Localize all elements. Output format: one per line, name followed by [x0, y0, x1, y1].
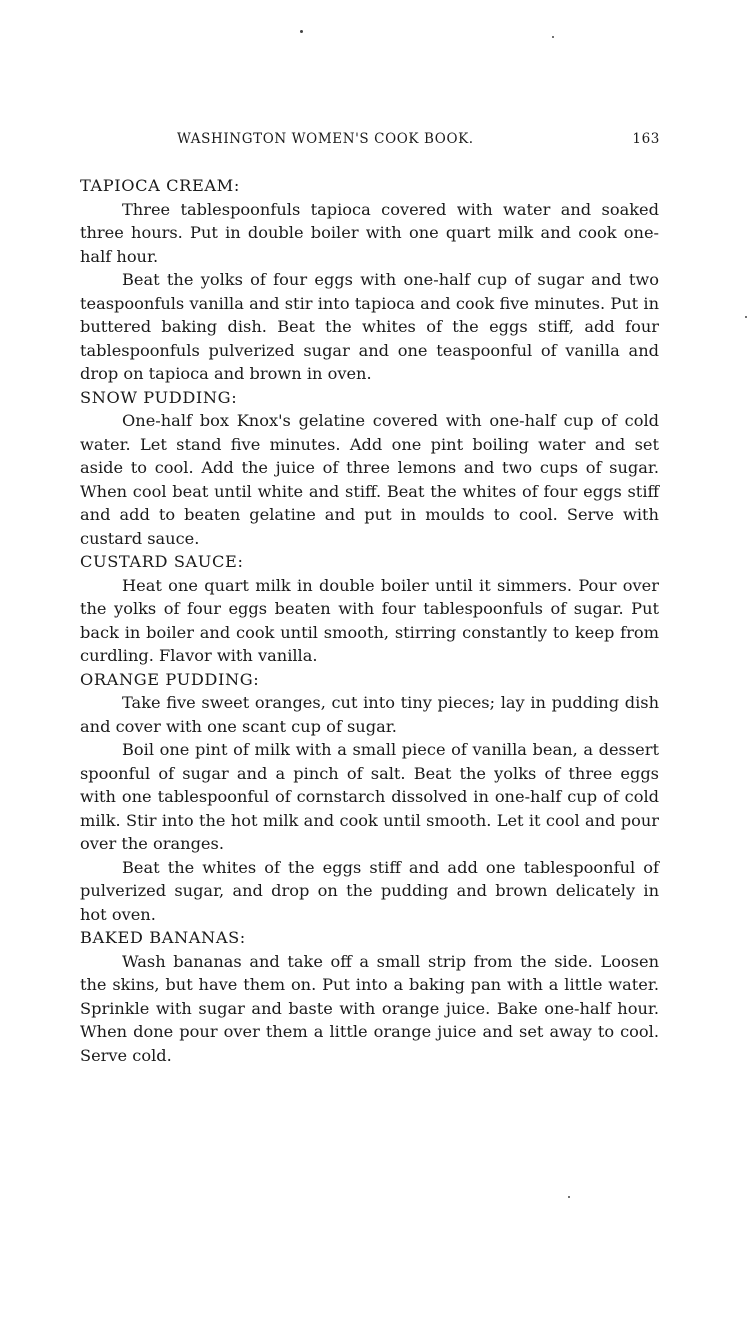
scan-speck [300, 30, 303, 33]
recipe-snow-pudding [80, 386, 659, 551]
recipe-paragraph: Beat the yolks of four eggs with one-half cup of sugar and two teaspoonfuls vanilla and stir into tapioca and cook five minutes. Put in buttered baking dish. Beat the whites of the eggs stiff, add four tablespoonfuls pulverized sugar and one teaspoonful of vanilla and drop on tapioca and brown in oven. [80, 270, 659, 383]
recipe-title: CUSTARD SAUCE: [80, 552, 244, 571]
recipe-paragraph: Beat the whites of the eggs stiff and add one tablespoonful of pulverized sugar, and drop on the pudding and brown delicately in hot oven. [80, 857, 659, 924]
recipe-title: TAPIOCA CREAM: [80, 176, 240, 195]
page-number: 163 [632, 131, 660, 147]
recipe-paragraph: Heat one quart milk in double boiler until it simmers. Pour over the yolks of four eggs beaten with four tablespoonfuls of sugar. Put back in boiler and cook until smooth, stirring constantly to keep from curdling. Flavor with vanilla. [80, 575, 659, 665]
recipe-paragraph: One-half box Knox's gelatine covered with one-half cup of cold water. Let stand five minutes. Add one pint boiling water and set aside to cool. Add the juice of three lemons and two cups of sugar. When cool beat until white and stiff. Beat the whites of four eggs stiff and add to beaten gelatine and put in moulds to cool. Serve with custard sauce. [80, 411, 659, 548]
running-title: WASHINGTON WOMEN'S COOK BOOK. [177, 131, 474, 147]
recipe-paragraph: Three tablespoonfuls tapioca covered with water and soaked three hours. Put in double boiler with one quart milk and cook one-half hour. [80, 199, 659, 266]
scan-speck [552, 36, 554, 38]
recipe-paragraph: Take five sweet oranges, cut into tiny pieces; lay in pudding dish and cover with one scant cup of sugar. [80, 693, 659, 736]
scan-speck [745, 316, 747, 318]
recipe-title: BAKED BANANAS: [80, 928, 246, 947]
scan-speck [568, 1196, 570, 1198]
recipe-custard-sauce [80, 550, 659, 668]
recipe-title: SNOW PUDDING: [80, 387, 238, 407]
recipe-tapioca-cream [80, 174, 659, 386]
recipe-orange-pudding [80, 668, 659, 927]
page-body [80, 174, 659, 1067]
recipe-title: ORANGE PUDDING: [80, 669, 260, 689]
recipe-baked-bananas [80, 926, 659, 1067]
recipe-paragraph: Boil one pint of milk with a small piece of vanilla bean, a dessert spoonful of sugar and a pinch of salt. Beat the yolks of three eggs with one tablespoonful of cornstarch dissolved in one-half cup of cold milk. Stir into the hot milk and cook until smooth. Let it cool and pour over the oranges. [80, 740, 659, 853]
page-header [80, 131, 660, 151]
recipe-paragraph: Wash bananas and take off a small strip from the side. Loosen the skins, but have them on. Put into a baking pan with a little water. Sprinkle with sugar and baste with orange juice. Bake one-half hour. When done pour over them a little orange juice and set away to cool. Serve cold. [80, 951, 659, 1065]
